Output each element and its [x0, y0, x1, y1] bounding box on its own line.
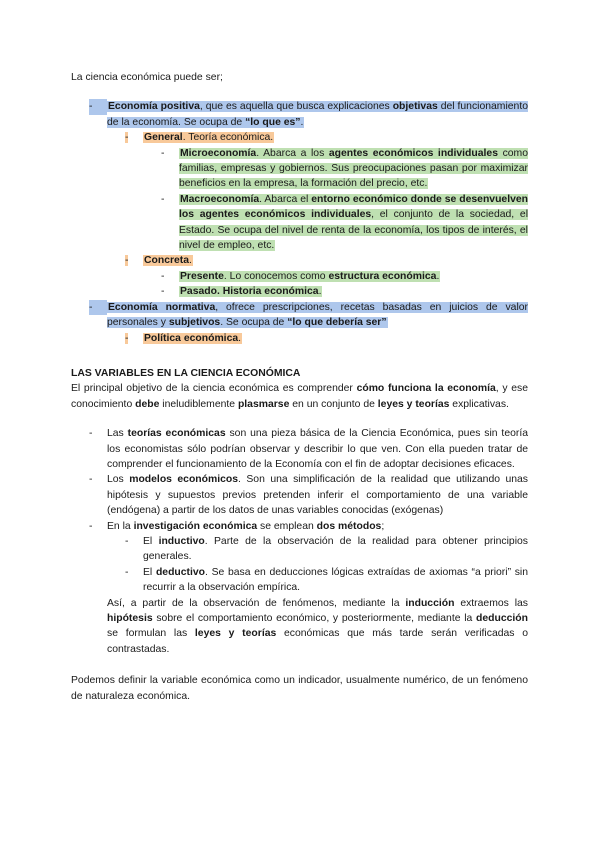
list-item-deductivo: - El deductivo. Se basa en deducciones lógicas extraídas de axiomas “a priori” sin recurrir a la observación empírica. — [125, 566, 528, 594]
list-item-modelos: - Los modelos económicos. Son una simplificación de la realidad que utilizando unas hipótesis y supuestos previos pretenden inferir el comportamiento de una variable (endógena) a partir de los datos de unas variables conocidas (exógenas) — [89, 474, 528, 517]
bullet-dash: - — [89, 428, 93, 440]
list-item-pasado: - Pasado. Historia económica. — [161, 284, 528, 299]
term-economia-normativa: Economía normativa — [108, 301, 216, 313]
bullet-dash: - — [161, 286, 165, 298]
section-heading: LAS VARIABLES EN LA CIENCIA ECONÓMICA — [71, 367, 301, 379]
section-paragraph: El principal objetivo de la ciencia económica es comprender cómo funciona la economía, y ese conocimiento debe ineludiblemente plasmarse en un conjunto de leyes y teorías explicativas. — [71, 383, 528, 410]
term-general: General — [144, 132, 183, 144]
list-item-economia-positiva: - Economía positiva, que es aquella que busca explicaciones objetivas del funcionamiento de la economía. Se ocupa de “lo que es”. — [89, 101, 528, 128]
list-item-microeconomia: - Microeconomía. Abarca a los agentes económicos individuales como familias, empresas y gobiernos. Sus preocupaciones pasan por maximizar beneficios en la empresa, la formación del precio, etc. — [161, 147, 528, 190]
closing-paragraph: Podemos definir la variable económica como un indicador, usualmente numérico, de un fenómeno de naturaleza económica. — [71, 675, 528, 702]
document-page — [71, 70, 528, 704]
bullet-dash: - — [125, 255, 129, 267]
bullet-dash: - — [89, 99, 107, 114]
term-pasado: Pasado. Historia económica — [180, 286, 319, 298]
term-macroeconomia: Macroeconomía — [180, 193, 260, 205]
term-economia-positiva: Economía positiva — [108, 101, 200, 113]
bullet-dash: - — [125, 332, 129, 344]
term-politica-economica: Política económica — [144, 332, 239, 344]
induction-deduction-paragraph: Así, a partir de la observación de fenómenos, mediante la inducción extraemos las hipótesis sobre el comportamiento económico, y posteriormente, mediante la deducción se formulan las leyes y teorías económicas que más tarde serán verificadas o contrastadas. — [107, 597, 528, 655]
list-item-teorias: - Las teorías económicas son una pieza básica de la Ciencia Económica, pues sin teoría los economistas sólo podrían observar y describir lo que ven. Con ella pueden tratar de comprender el funcionamiento de la Economía con el fin de adoptar decisiones eficaces. — [89, 428, 528, 470]
bullet-dash: - — [89, 520, 93, 532]
term-presente: Presente — [180, 270, 224, 282]
bullet-dash: - — [89, 474, 93, 486]
list-item-inductivo: - El inductivo. Parte de la observación de la realidad para obtener principios generales. — [125, 535, 528, 563]
bullet-dash: - — [161, 193, 165, 205]
bullet-dash: - — [125, 566, 129, 578]
bullet-dash: - — [125, 535, 129, 547]
bullet-dash: - — [161, 270, 165, 282]
bullet-dash: - — [161, 147, 165, 159]
list-item-general: - General. Teoría económica. — [125, 130, 528, 145]
bullet-dash: - — [125, 132, 129, 144]
list-item-presente: - Presente. Lo conocemos como estructura económica. — [161, 269, 528, 284]
term-concreta: Concreta — [144, 255, 190, 267]
intro-line: La ciencia económica puede ser; — [71, 72, 223, 83]
list-item-investigacion: - En la investigación económica se emplean dos métodos; — [89, 519, 528, 534]
term-microeconomia: Microeconomía — [180, 147, 257, 159]
list-item-concreta: - Concreta. — [125, 253, 528, 268]
list-item-economia-normativa: - Economía normativa, ofrece prescripciones, recetas basadas en juicios de valor personales y subjetivos. Se ocupa de “lo que debería ser” — [89, 301, 529, 329]
bullet-dash: - — [89, 300, 107, 315]
list-item-politica-economica: - Política económica. — [125, 331, 528, 346]
list-item-macroeconomia: - Macroeconomía. Abarca el entorno económico donde se desenvuelven los agentes económicos individuales, el conjunto de la sociedad, el Estado. Se ocupa del nivel de renta de la economía, los tipos de interés, el nivel de empleo, etc. — [161, 193, 529, 252]
